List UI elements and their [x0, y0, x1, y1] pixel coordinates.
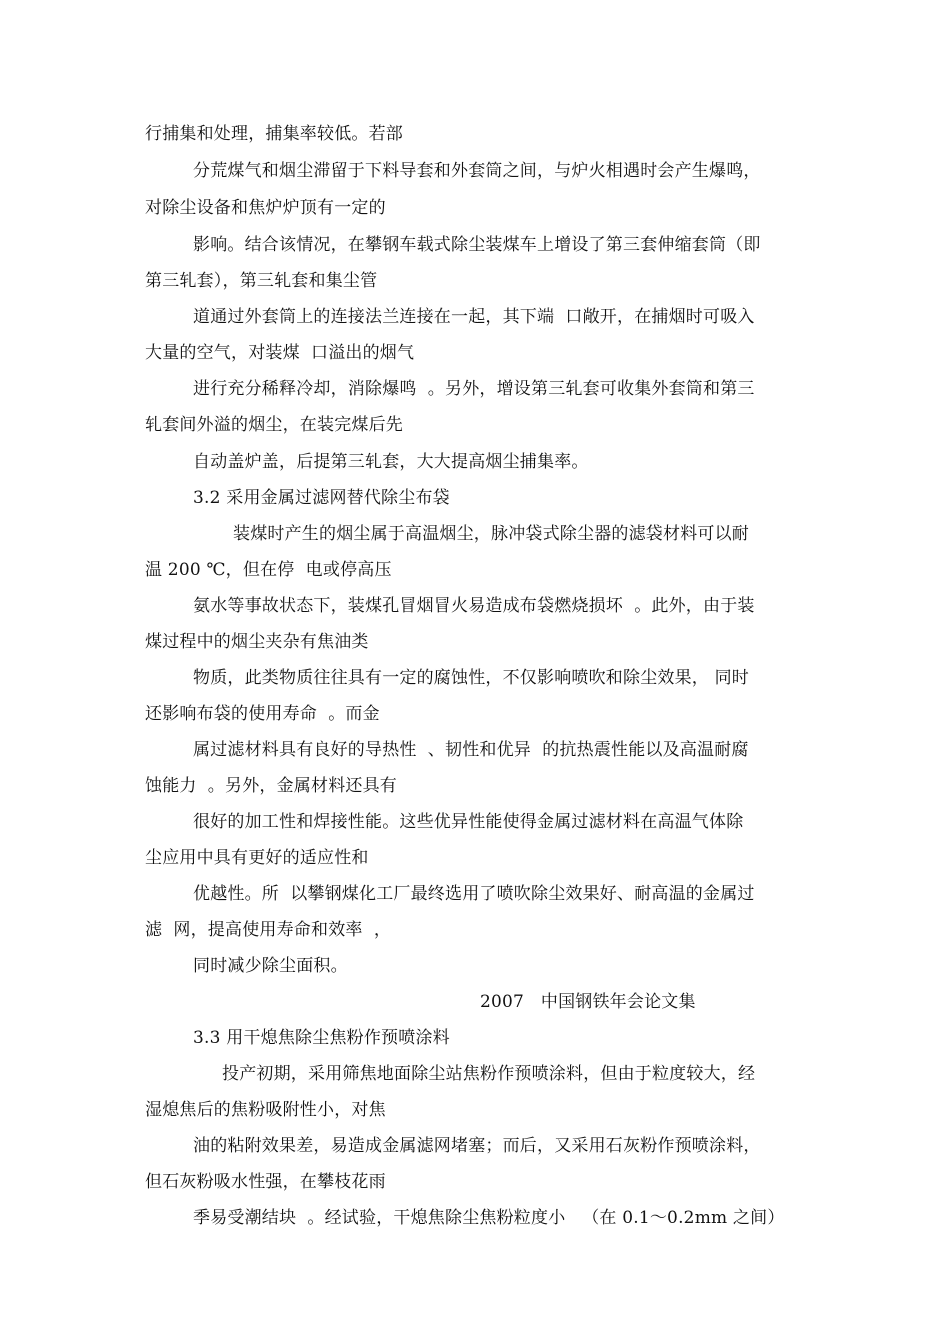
- text-line: 进行充分稀释冷却，消除爆鸣 。另外，增设第三轧套可收集外套筒和第三: [193, 379, 755, 399]
- text-line: 行捕集和处理，捕集率较低。若部: [145, 124, 403, 144]
- text-line: 油的粘附效果差，易造成金属滤网堵塞；而后，又采用石灰粉作预喷涂料，: [193, 1136, 761, 1156]
- text-line: 蚀能力 。另外，金属材料还具有: [145, 776, 398, 796]
- text-line: 氨水等事故状态下，装煤孔冒烟冒火易造成布袋燃烧损坏 。此外，由于装: [193, 596, 755, 616]
- text-line: 季易受潮结块 。经试验，干熄焦除尘焦粉粒度小 （在 0.1～0.2mm 之间）: [193, 1208, 785, 1228]
- text-line: 滤 网，提高使用寿命和效率 ，: [145, 920, 392, 940]
- text-line: 投产初期，采用筛焦地面除尘站焦粉作预喷涂料，但由于粒度较大，经: [222, 1064, 756, 1084]
- text-line: 道通过外套筒上的连接法兰连接在一起，其下端 口敞开，在捕烟时可吸入: [193, 307, 755, 327]
- text-line: 温 200 ℃，但在停 电或停高压: [145, 560, 392, 580]
- running-header: 2007 中国钢铁年会论文集: [480, 992, 696, 1012]
- section-heading: 3.2 采用金属过滤网替代除尘布袋: [193, 488, 450, 508]
- text-line: 属过滤材料具有良好的导热性 、韧性和优异 的抗热震性能以及高温耐腐: [193, 740, 749, 760]
- text-line: 影响。结合该情况，在攀钢车载式除尘装煤车上增设了第三套伸缩套筒（即: [193, 235, 761, 255]
- text-line: 优越性。所 以攀钢煤化工厂最终选用了喷吹除尘效果好、耐高温的金属过: [193, 884, 755, 904]
- text-line: 第三轧套），第三轧套和集尘管: [145, 271, 378, 291]
- text-line: 自动盖炉盖，后提第三轧套，大大提高烟尘捕集率。: [193, 452, 589, 472]
- text-line: 装煤时产生的烟尘属于高温烟尘，脉冲袋式除尘器的滤袋材料可以耐: [233, 524, 749, 544]
- text-line: 轧套间外溢的烟尘，在装完煤后先: [145, 415, 403, 435]
- text-line: 还影响布袋的使用寿命 。而金: [145, 704, 380, 724]
- text-line: 对除尘设备和焦炉炉顶有一定的: [145, 198, 386, 218]
- text-line: 物质，此类物质往往具有一定的腐蚀性，不仅影响喷吹和除尘效果， 同时: [193, 668, 750, 688]
- text-line: 煤过程中的烟尘夹杂有焦油类: [145, 632, 369, 652]
- text-line: 尘应用中具有更好的适应性和: [145, 848, 369, 868]
- text-line: 分荒煤气和烟尘滞留于下料导套和外套筒之间，与炉火相遇时会产生爆鸣，: [193, 161, 761, 181]
- text-line: 湿熄焦后的焦粉吸附性小，对焦: [145, 1100, 386, 1120]
- section-heading: 3.3 用干熄焦除尘焦粉作预喷涂料: [193, 1028, 450, 1048]
- text-line: 同时减少除尘面积。: [193, 956, 348, 976]
- text-line: 但石灰粉吸水性强，在攀枝花雨: [145, 1172, 386, 1192]
- text-line: 很好的加工性和焊接性能。这些优异性能使得金属过滤材料在高温气体除: [193, 812, 744, 832]
- text-line: 大量的空气，对装煤 口溢出的烟气: [145, 343, 415, 363]
